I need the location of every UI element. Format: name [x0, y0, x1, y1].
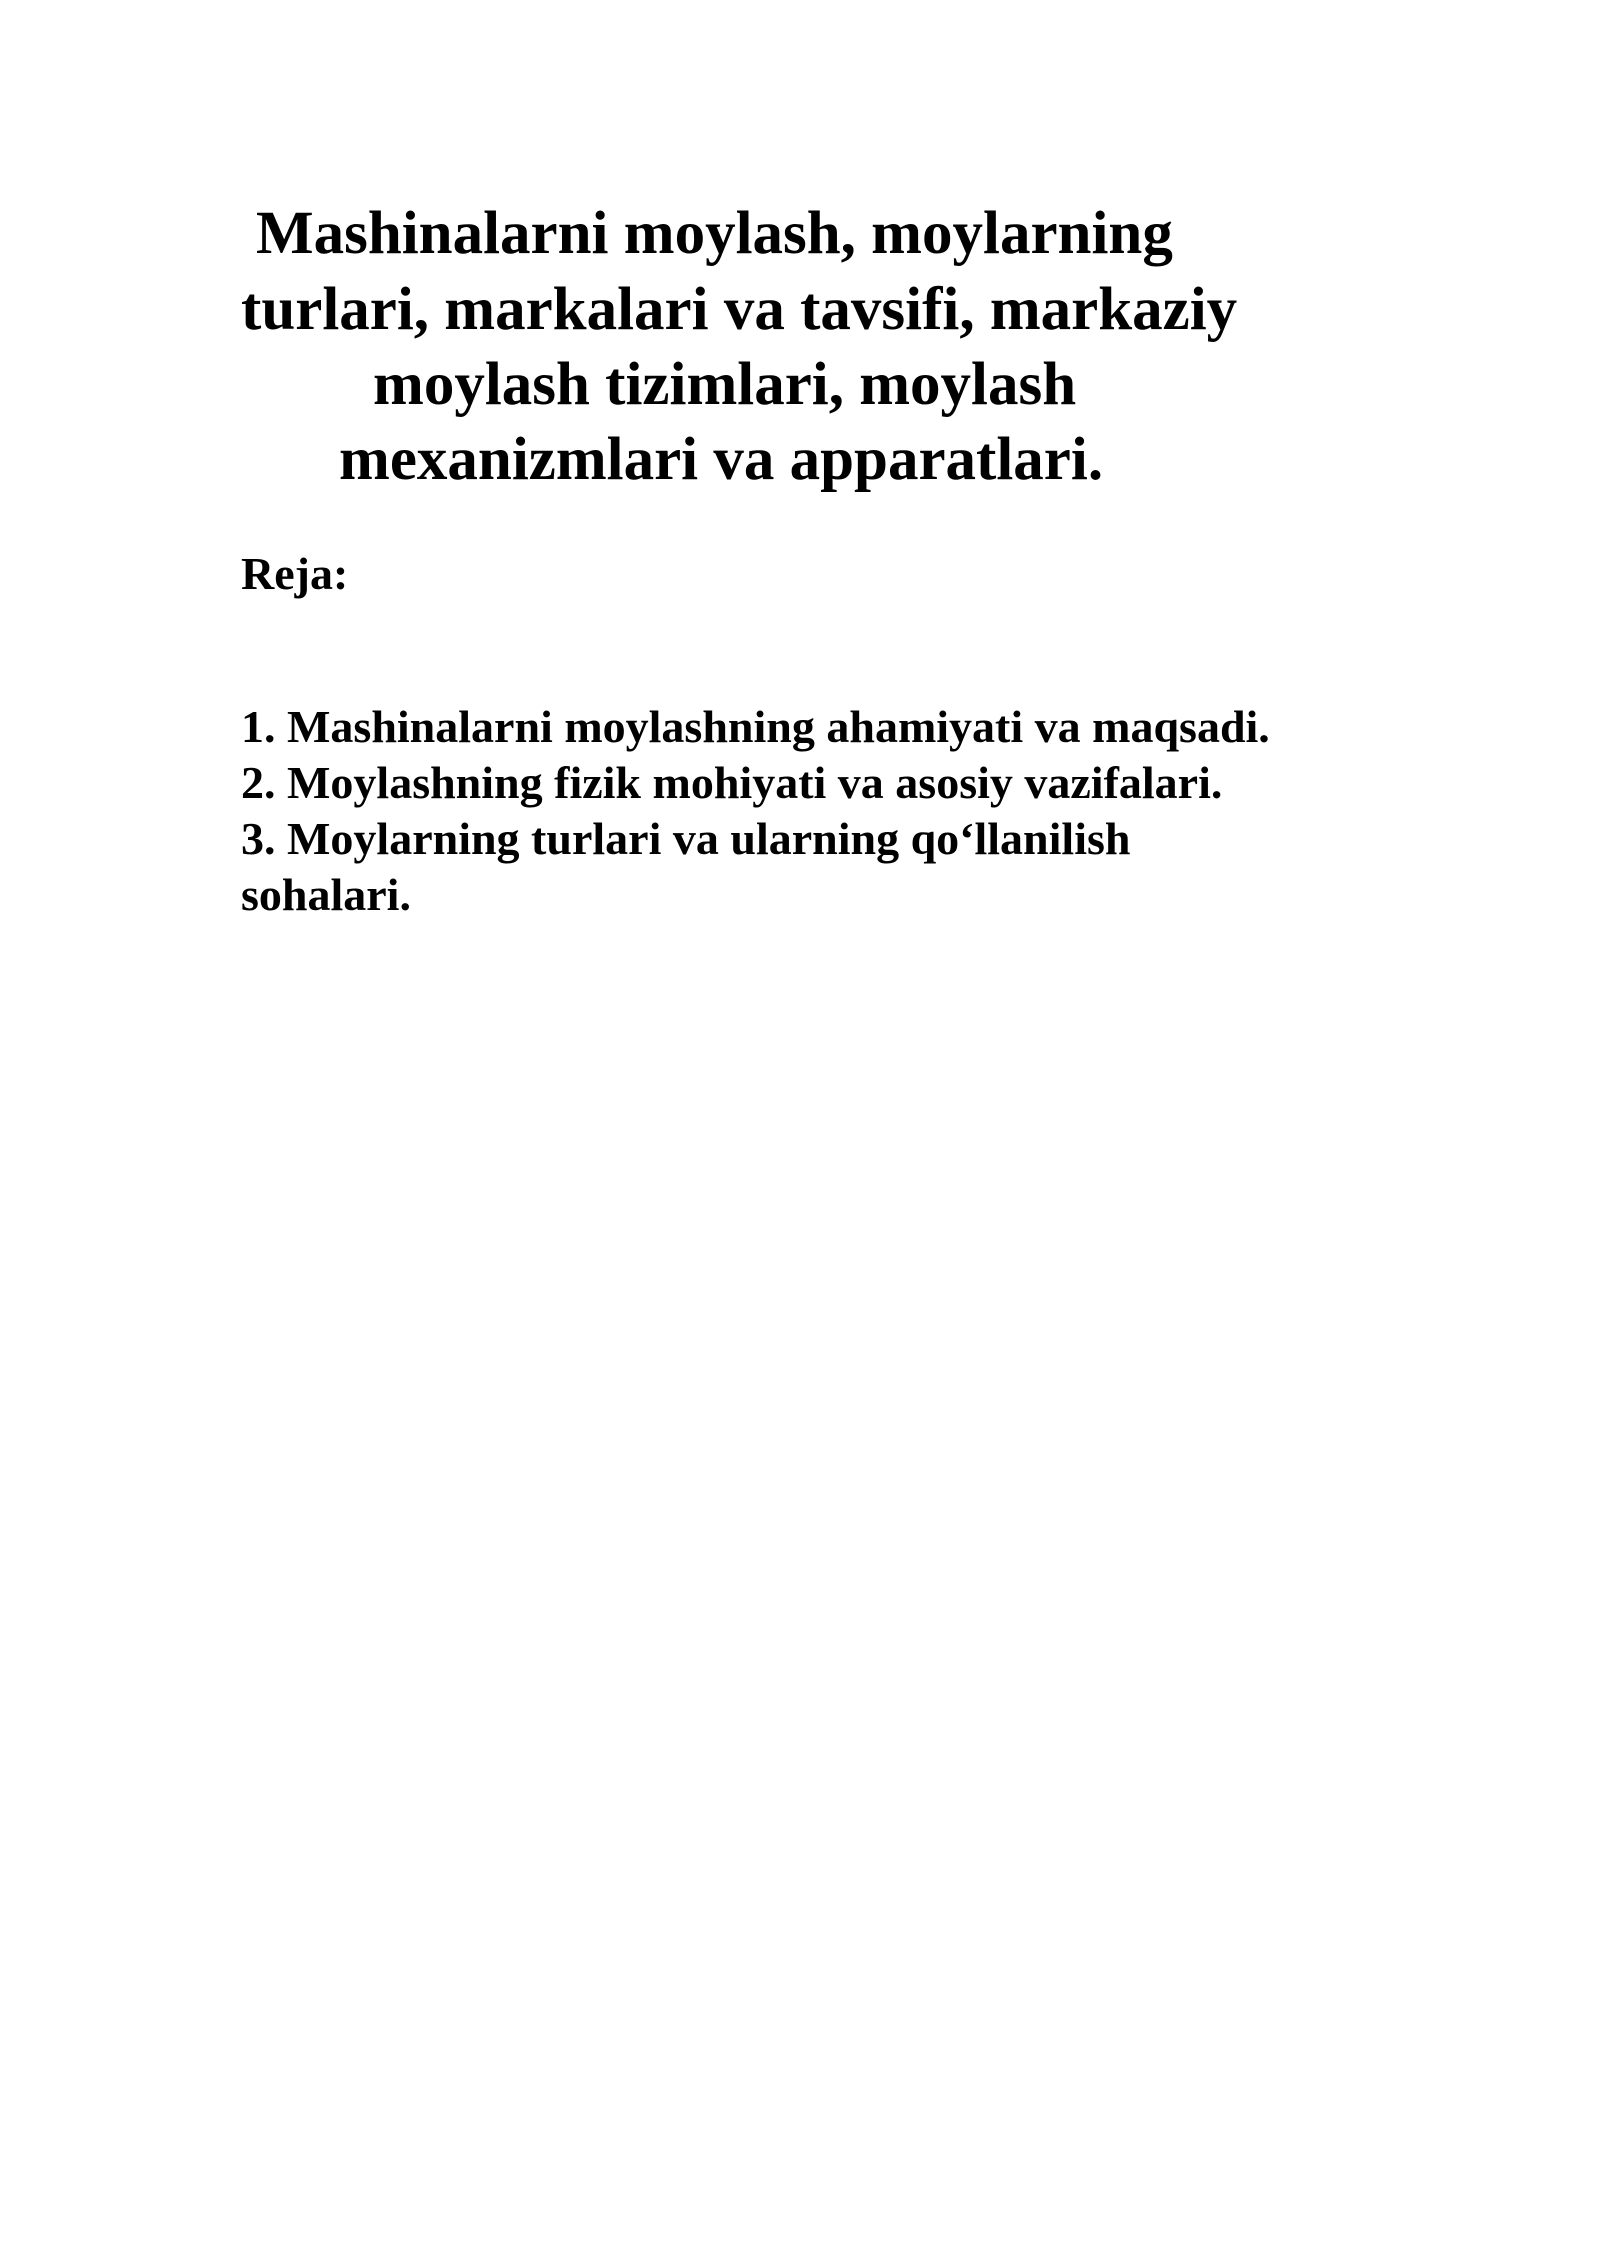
title-line-2: turlari, markalari va tavsifi, markaziy	[241, 276, 1238, 343]
title-line-1: Mashinalarni moylash, moylarning	[256, 200, 1173, 267]
plan-item-3: 3. Moylarning turlari va ularning qo‘llanilish	[241, 813, 1131, 864]
plan-heading: Reja:	[241, 548, 349, 599]
title-line-3: moylash tizimlari, moylash	[373, 351, 1077, 418]
plan-item-2: 2. Moylashning fizik mohiyati va asosiy vazifalari.	[241, 757, 1223, 808]
plan-item-1: 1. Mashinalarni moylashning ahamiyati va maqsadi.	[241, 701, 1270, 752]
title-line-4: mexanizmlari va apparatlari.	[339, 426, 1104, 493]
plan-item-3-continuation: sohalari.	[241, 869, 411, 920]
